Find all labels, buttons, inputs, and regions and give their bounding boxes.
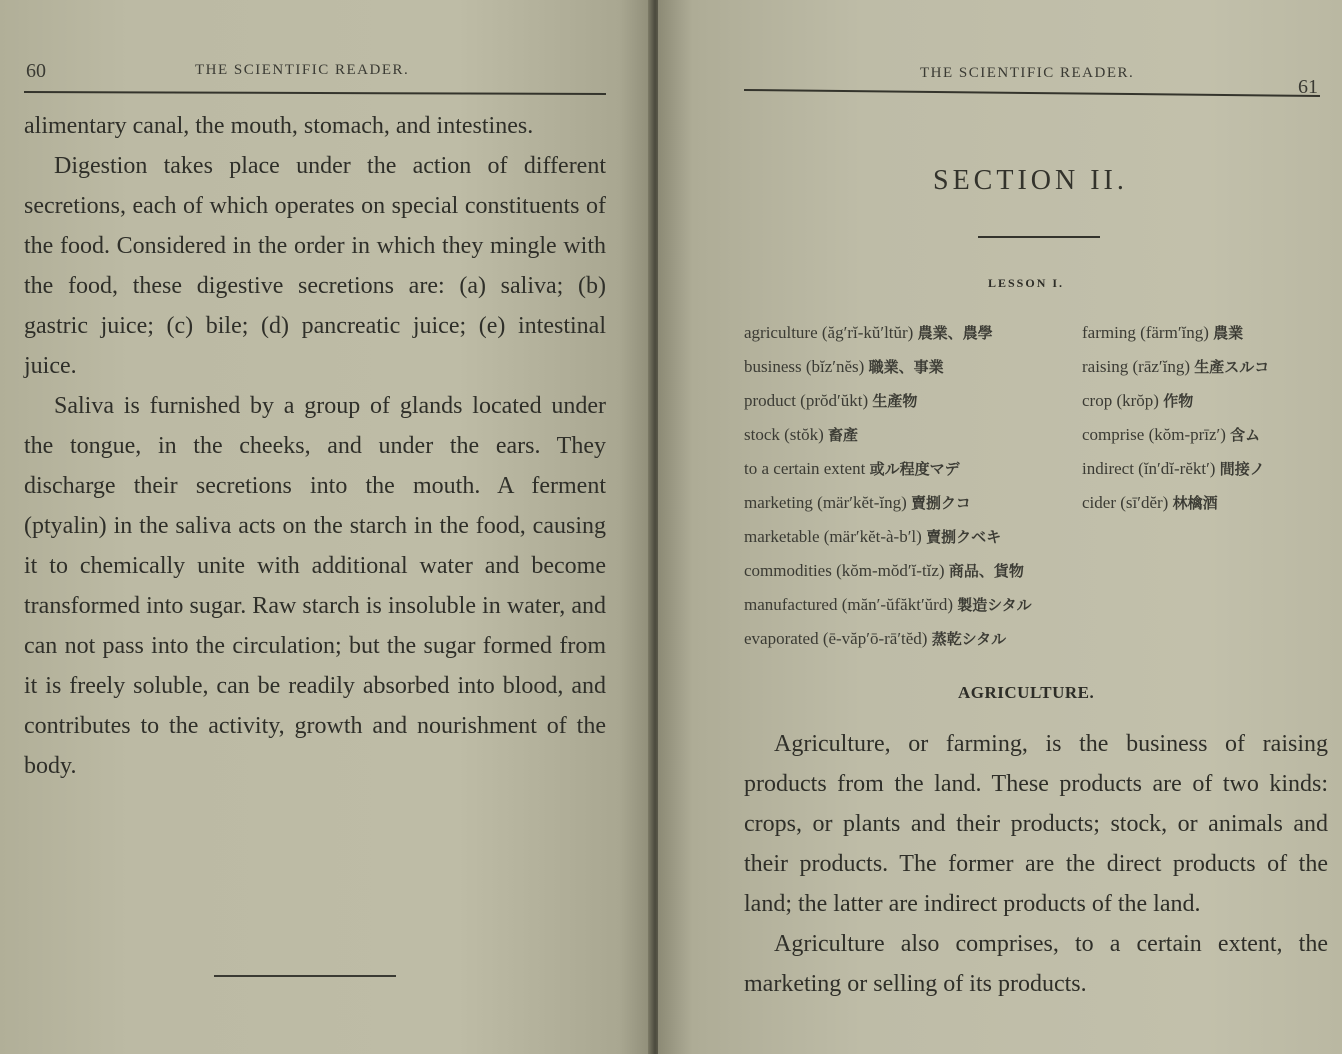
paragraph: Agriculture also comprises, to a certain extent, the marketing or selling of its products.: [744, 931, 1328, 997]
lesson-label: LESSON I.: [988, 276, 1065, 290]
left-header-rule: [24, 91, 606, 95]
vocab-entry: [1082, 486, 1332, 520]
vocab-entry: [744, 588, 1084, 622]
vocab-gloss: 畜產: [828, 428, 859, 444]
vocab-term: manufactured (măn′-ŭfăkt′ŭrd): [744, 595, 953, 614]
vocab-term: commodities (kŏm-mŏd′ĭ-tĭz): [744, 561, 945, 580]
vocab-gloss: 間接ノ: [1219, 462, 1265, 478]
vocab-term: crop (krŏp): [1082, 391, 1159, 410]
vocab-entry: [1082, 384, 1332, 418]
vocab-term: raising (rāz′ĭng): [1082, 357, 1191, 376]
right-header-rule: [744, 89, 1320, 97]
left-body-text: [24, 106, 606, 786]
vocab-term: farming (färm′ĭng): [1082, 323, 1209, 342]
vocab-entry: [1082, 452, 1332, 486]
vocab-gloss: 製造シタル: [957, 598, 1032, 614]
vocab-gloss: 生產スルコ: [1194, 360, 1270, 376]
end-of-section-rule: [214, 975, 396, 977]
section-title: SECTION II.: [933, 165, 1128, 196]
paragraph: alimentary canal, the mouth, stomach, and intestines.: [24, 113, 534, 139]
vocab-gloss: 林檎酒: [1172, 496, 1218, 512]
paragraph: Digestion takes place under the action of different secretions, each of which operates on special constituents of the food. Considered in the order in which they mingle with the food, these digestive secretions are: (a) saliva; (b) gastric juice; (c) bile; (d) pancreatic juice; (e) intestinal juice.: [24, 153, 606, 379]
right-page: [658, 0, 1342, 1054]
vocab-gloss: 蒸乾シタル: [931, 632, 1007, 648]
article-title: AGRICULTURE.: [958, 683, 1095, 702]
paragraph: Saliva is furnished by a group of glands located under the tongue, in the cheeks, and under the ears. They discharge their secretions into the mouth. A ferment (ptyalin) in the saliva acts on the starch in the food, causing it to chemically unite with additional water and become transformed into sugar. Raw starch is insoluble in water, and can not pass into the circulation; but the sugar formed from it is freely soluble, can be readily absorbed into blood, and contributes to the activity, growth and nourishment of the body.: [24, 393, 606, 779]
vocab-term: to a certain extent: [744, 459, 866, 478]
vocab-entry: [1082, 316, 1332, 350]
vocab-entry: [1082, 350, 1332, 384]
vocab-term: marketable (mär′kĕt-à-b′l): [744, 527, 922, 546]
left-page-number: 60: [26, 60, 46, 82]
vocab-entry: [744, 350, 1084, 384]
vocab-entry: [744, 452, 1084, 486]
vocab-entry: [744, 554, 1084, 588]
vocab-gloss: 商品、貨物: [948, 564, 1024, 580]
vocab-term: agriculture (ăg′rĭ-kŭ′ltŭr): [744, 323, 914, 342]
vocab-entry: [744, 520, 1084, 554]
vocab-gloss: 農業、農學: [917, 326, 993, 342]
vocab-term: stock (stŏk): [744, 425, 824, 444]
left-page: [0, 0, 652, 1054]
section-rule: [978, 236, 1100, 238]
vocab-term: business (bĭz′nĕs): [744, 357, 865, 376]
right-running-head: THE SCIENTIFIC READER.: [920, 65, 1135, 81]
left-running-head: THE SCIENTIFIC READER.: [195, 62, 410, 78]
vocab-gloss: 賣捌クコ: [911, 496, 971, 512]
vocab-entry: [744, 316, 1084, 350]
right-page-number: 61: [1298, 76, 1318, 98]
vocabulary-column-2: [1082, 316, 1332, 520]
vocab-term: marketing (mär′kĕt-ĭng): [744, 493, 907, 512]
vocab-term: product (prŏd′ŭkt): [744, 391, 869, 410]
vocab-term: evaporated (ē-văp′ō-rā′tĕd): [744, 629, 928, 648]
right-body-text: [744, 724, 1328, 1004]
vocab-term: comprise (kŏm-prīz′): [1082, 425, 1226, 444]
vocab-gloss: 賣捌クベキ: [926, 530, 1002, 546]
vocab-gloss: 職業、事業: [868, 360, 944, 376]
vocab-gloss: 農業: [1213, 326, 1244, 342]
vocab-gloss: 含ム: [1230, 428, 1261, 444]
vocabulary-column-1: [744, 316, 1084, 656]
vocab-term: indirect (ĭn′dĭ-rĕkt′): [1082, 459, 1216, 478]
vocab-entry: [1082, 418, 1332, 452]
vocab-gloss: 或ル程度マデ: [869, 462, 960, 478]
vocab-gloss: 生產物: [872, 394, 918, 410]
vocab-term: cider (sī′dĕr): [1082, 493, 1169, 512]
vocab-entry: [744, 622, 1084, 656]
vocab-entry: [744, 486, 1084, 520]
paragraph: Agriculture, or farming, is the business of raising products from the land. These products are of two kinds: crops, or plants and their products; stock, or animals and their products. The former are the direct products of the land; the latter are indirect products of the land.: [744, 731, 1328, 917]
vocab-gloss: 作物: [1163, 394, 1194, 410]
vocab-entry: [744, 418, 1084, 452]
vocab-entry: [744, 384, 1084, 418]
